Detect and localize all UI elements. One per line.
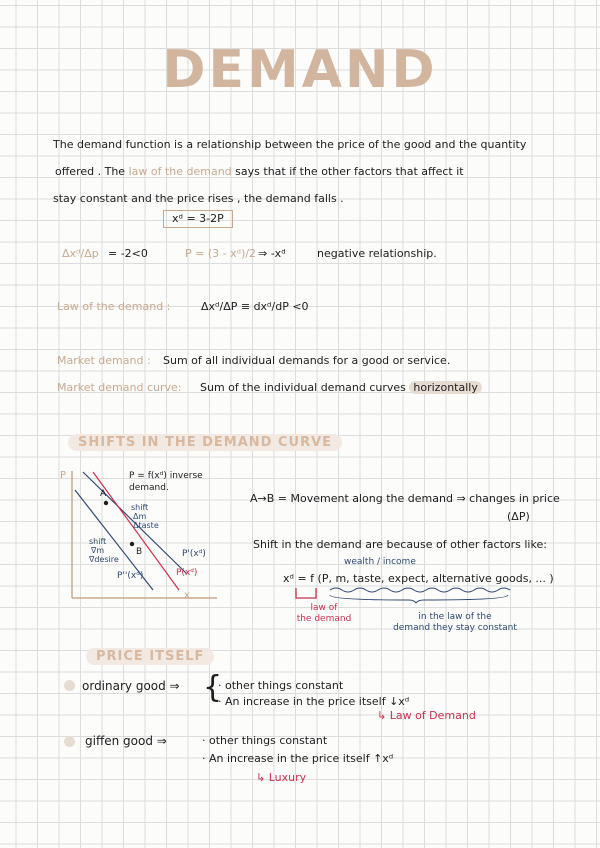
ordinary-bullet [64, 680, 75, 691]
law-of-demand-label: Law of the demand : [57, 300, 171, 313]
stay-constant-note-l2: demand they stay constant [393, 623, 517, 633]
law-of-demand-note [296, 603, 352, 625]
intro-line-3: stay constant and the price rises , the demand falls . [53, 192, 344, 205]
point-a [104, 501, 108, 505]
law-of-demand-note-l1: law of [310, 603, 338, 613]
giffen-good-label: giffen good ⇒ [85, 734, 167, 748]
market-demand-curve-text [200, 381, 482, 395]
point-a-label: A [100, 489, 107, 499]
horizontally-highlight: horizontally [409, 381, 481, 394]
market-demand-label: Market demand : [57, 354, 151, 367]
shift-down-desire: ∇desire [89, 555, 119, 564]
page-title: DEMAND [162, 40, 438, 100]
ordinary-brace: { [203, 670, 223, 705]
ordinary-line-1: · other things constant [218, 679, 344, 692]
p-base-label: P(xᵈ) [176, 568, 198, 578]
negative-relationship-note: negative relationship. [317, 247, 437, 260]
market-demand-curve-sentence: Sum of the individual demand curves [200, 381, 406, 394]
wealth-income-note: wealth / income [344, 557, 416, 567]
giffen-line-1: · other things constant [202, 734, 328, 747]
ordinary-line-2: · An increase in the price itself ↓xᵈ [218, 695, 410, 708]
stay-constant-note [370, 612, 540, 634]
demand-equation-box: xᵈ = 3-2P [163, 210, 233, 228]
intro-line-2-end: says that if the other factors that affect it [235, 165, 464, 178]
market-demand-curve-label: Market demand curve: [57, 381, 182, 394]
shift-up-taste: Δtaste [133, 521, 159, 530]
p-double-prime-label: P''(xᵈ) [117, 571, 144, 581]
shift-down-income: ∇m [91, 546, 105, 555]
shift-up-income: Δm [133, 512, 147, 521]
intro-line-1: The demand function is a relationship between the price of the good and the quantity [53, 138, 527, 151]
delta-ratio: Δxᵈ/Δp [62, 247, 99, 260]
intro-line-2-start: offered . The [55, 165, 126, 178]
law-of-demand-term: law of the demand [128, 165, 232, 178]
stay-constant-note-l1: in the law of the [418, 612, 492, 622]
shifts-heading: SHIFTS IN THE DEMAND CURVE [68, 434, 342, 451]
giffen-luxury-note: ↳ Luxury [256, 771, 307, 784]
shift-up-label: shift [131, 503, 149, 512]
movement-text: A→B = Movement along the demand ⇒ changes in price [250, 492, 560, 505]
negative-result: ⇒ -xᵈ [258, 247, 286, 260]
x-axis-label: x [184, 590, 190, 601]
intro-line-2 [55, 165, 464, 179]
constant-squiggle [330, 588, 510, 592]
constant-brace [330, 595, 508, 603]
inverse-demand-note: P = f(xᵈ) inverse demand. [129, 471, 203, 493]
delta-ratio-value: = -2<0 [108, 247, 148, 260]
point-b [130, 542, 134, 546]
law-of-demand-note-l2: the demand [296, 614, 352, 624]
price-itself-heading: PRICE ITSELF [86, 648, 214, 665]
formula-annotation-marks [294, 586, 534, 604]
price-expression: P = (3 - xᵈ)/2 [185, 247, 257, 260]
ordinary-law-note: ↳ Law of Demand [377, 709, 476, 722]
giffen-bullet [64, 736, 75, 747]
p-axis-label: P [60, 470, 67, 481]
demand-function-formula: xᵈ = f (P, m, taste, expect, alternative goods, ... ) [283, 572, 554, 585]
movement-delta-p: (ΔP) [507, 510, 530, 523]
law-of-demand-expression: Δxᵈ/ΔP ≡ dxᵈ/dP <0 [201, 300, 309, 313]
market-demand-text: Sum of all individual demands for a good or service. [163, 354, 451, 367]
law-bracket [296, 588, 316, 598]
shift-down-label: shift [89, 537, 107, 546]
p-prime-label: P'(xᵈ) [182, 549, 206, 559]
shift-factors-text: Shift in the demand are because of other factors like: [253, 538, 547, 551]
ordinary-good-label: ordinary good ⇒ [82, 679, 180, 693]
giffen-line-2: · An increase in the price itself ↑xᵈ [202, 752, 394, 765]
point-b-label: B [136, 547, 143, 557]
